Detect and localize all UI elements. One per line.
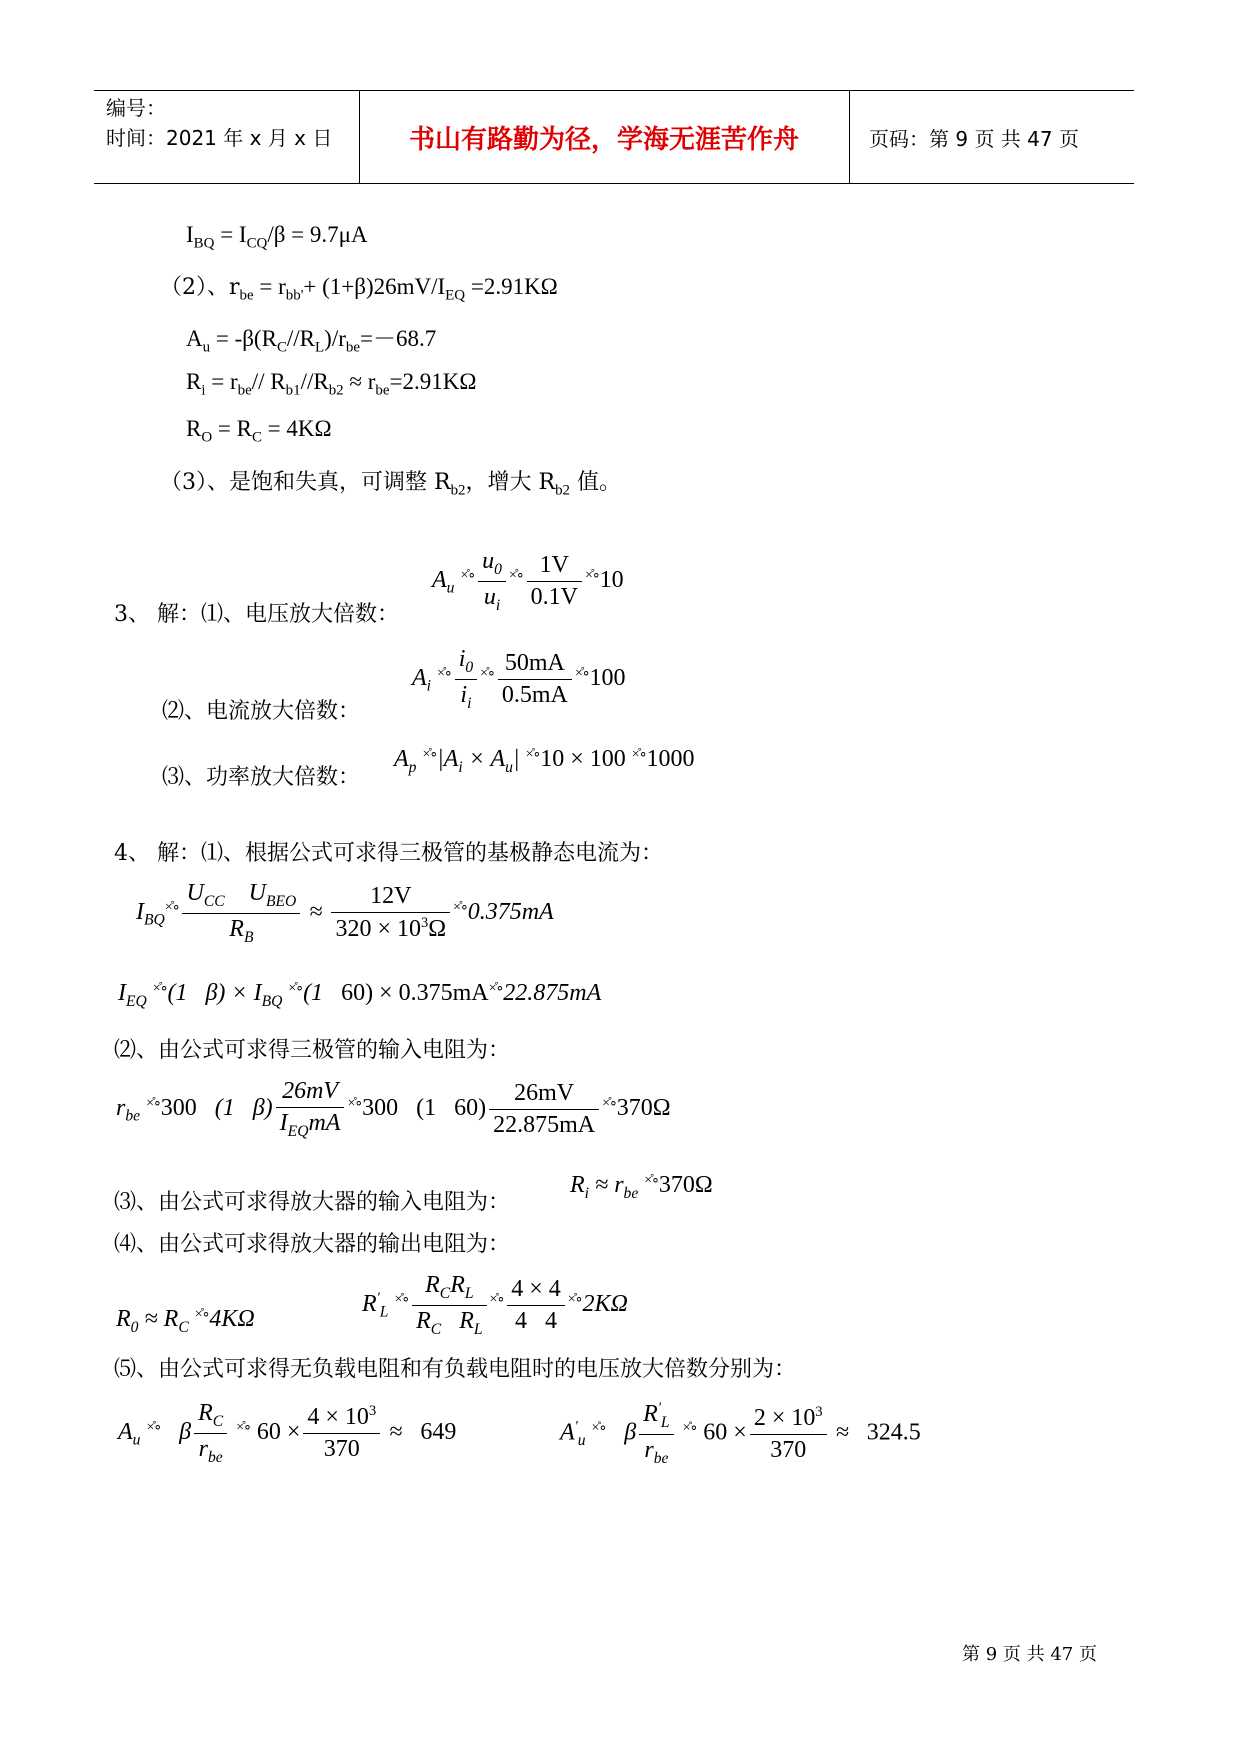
power-gain-label: ⑶、功率放大倍数： bbox=[162, 765, 361, 790]
au2-formula: $A'_u$ ×̊∘ β $\frac{R'_L}{r_{be}}$ ×̊∘ 60 × $\frac{2 \times 10^3}{370}$ ≈ 324.5 bbox=[560, 1400, 921, 1467]
page-footer: 第 9 页 共 47 页 bbox=[962, 1644, 1097, 1665]
rbe-line: （2）、$r_{be} = r_{bb'}+ (1+\beta)26mV/I_{EQ} =2.91K\Omega$ bbox=[160, 274, 558, 304]
header-divider bbox=[849, 91, 850, 183]
ro-formula: $R_0 \approx R_C$ ×̊∘4KΩ bbox=[116, 1306, 255, 1336]
power-gain-formula: $A_p$ $^{\times̊\circ}|A_i \times A_u|$ ×̊∘10 × 100 ×̊∘1000 bbox=[394, 746, 695, 776]
header-page-info: 页码：第 9 页 共 47 页 bbox=[869, 126, 1079, 151]
ibq-formula: $I_{BQ}^{\times̊\circ}$ $\frac{U_{CC} U_{BEO}}{R_B}$ ≈ $\frac{12V}{320 \times 10^3\Omega}$ ×̊∘0.375mA bbox=[136, 880, 554, 946]
ibq-line: $I_{BQ} = I_{CQ}/\beta = 9.7\mu A$ bbox=[186, 222, 368, 252]
rl-formula: $R'_L$ ×̊∘ $\frac{R_CR_L}{R_C R_L}$ ×̊∘ $\frac{4 \times 4}{4 4}$ ×̊∘2KΩ bbox=[362, 1272, 628, 1338]
au1-formula: $A_u$ ×̊∘ β $\frac{R_C}{r_{be}}$ ×̊∘ 60 × $\frac{4 \times 10^3}{370}$ ≈ 649 bbox=[118, 1400, 457, 1466]
q3-line: （3）、是饱和失真，可调整 $R_{b2}$，增大 $R_{b2}$ 值。 bbox=[160, 470, 621, 499]
part4-title: 4、 解：⑴、根据公式可求得三极管的基极静态电流为： bbox=[114, 841, 663, 866]
q4-label: ⑷、由公式可求得放大器的输出电阻为： bbox=[114, 1232, 511, 1257]
header-motto: 书山有路勤为径，学海无涯苦作舟 bbox=[408, 124, 799, 155]
ri-line: $R_i = r_{be}//$ $R_{b1}//R_{b2} \approx r_{be}=2.91K\Omega$ bbox=[186, 369, 477, 399]
header-meta bbox=[106, 93, 332, 153]
q5-label: ⑸、由公式可求得无负载电阻和有负载电阻时的电压放大倍数分别为： bbox=[114, 1357, 797, 1382]
time-label: 时间：2021 年 x 月 x 日 bbox=[106, 126, 333, 150]
ieq-formula: $I_{EQ}$ ×̊∘(1 $\beta) \times I_{BQ}$ ×̊∘(1 60) × 0.375mA×̊∘22.875mA bbox=[118, 980, 602, 1010]
ro-line: $R_O = R_C = 4K\Omega$ bbox=[186, 416, 332, 446]
serial-label: 编号： bbox=[106, 96, 166, 120]
current-gain-formula: $A_i$ ×̊∘ $\frac{i_0}{i_i}$ ×̊∘ $\frac{50mA}{0.5mA}$ ×̊∘100 bbox=[412, 646, 626, 712]
ri-formula: $R_i \approx r_{be}$ ×̊∘370Ω bbox=[570, 1172, 713, 1202]
au-line: $A_u = -\beta(R_C//R_L)/r_{be}=-68.7$ bbox=[186, 326, 437, 356]
rbe-formula: $r_{be}$ ×̊∘300 (1 β) $\frac{26mV}{I_{EQ}mA}$ ×̊∘300 (1 60) $\frac{26mV}{22.875mA}$ ×̊∘370Ω bbox=[116, 1078, 671, 1140]
page-header bbox=[94, 90, 1134, 184]
q3-label: ⑶、由公式可求得放大器的输入电阻为： bbox=[114, 1190, 511, 1215]
q2-label: ⑵、由公式可求得三极管的输入电阻为： bbox=[114, 1038, 511, 1063]
current-gain-label: ⑵、电流放大倍数： bbox=[162, 699, 361, 724]
voltage-gain-formula: $A_u$ ×̊∘ $\frac{u_0}{u_i}$ ×̊∘ $\frac{1V}{0.1V}$ ×̊∘10 bbox=[432, 548, 624, 614]
part3-title: 3、 解：⑴、电压放大倍数： bbox=[114, 602, 399, 627]
